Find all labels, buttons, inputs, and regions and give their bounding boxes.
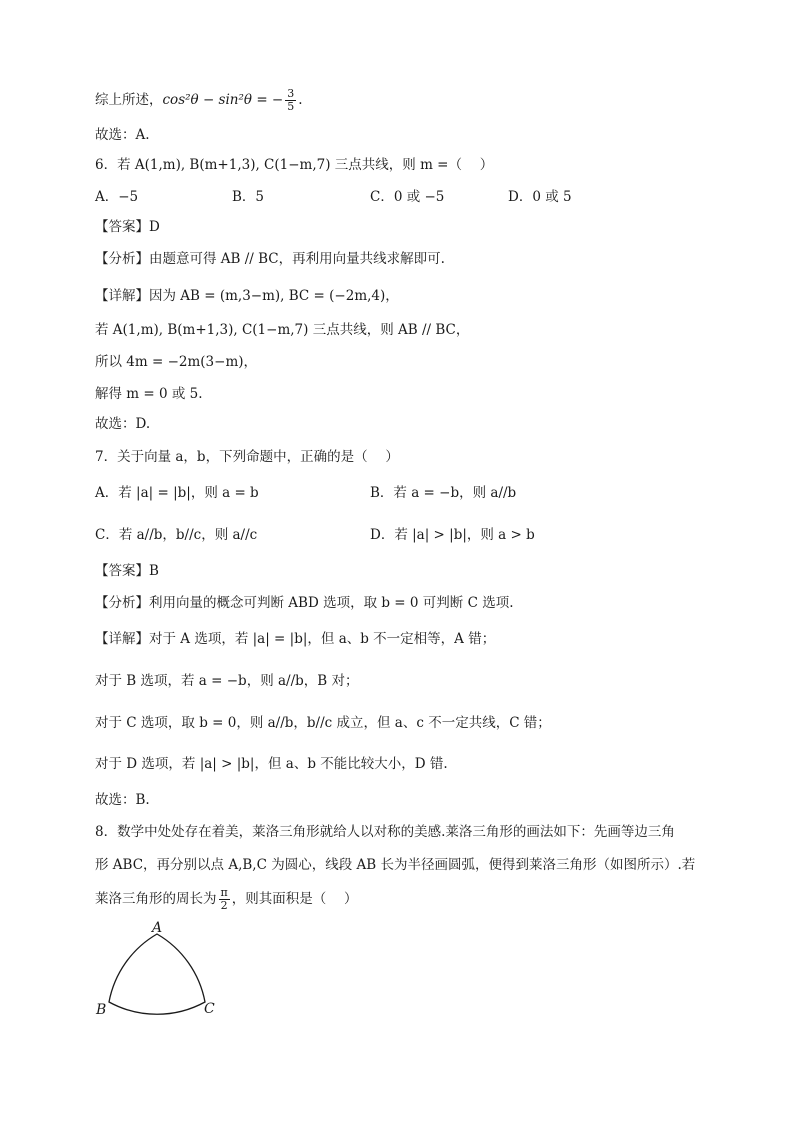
vertex-label-a: A <box>152 920 163 936</box>
question-7: 7．关于向量 a，b，下列命题中，正确的是（ ） <box>95 449 399 465</box>
q6-answer: 【答案】D <box>95 219 160 235</box>
q6-option-b: B．5 <box>232 189 265 205</box>
q6-detail-1: 【详解】因为 AB = (m,3−m), BC = (−2m,4)， <box>95 288 399 304</box>
q7-choose: 故选：B. <box>95 792 150 808</box>
q8-line-1: 8．数学中处处存在着美，莱洛三角形就给人以对称的美感.莱洛三角形的画法如下：先画等边三角 <box>95 824 675 840</box>
q8-line-3-prefix: 莱洛三角形的周长为 <box>95 891 217 907</box>
q6-detail-3: 所以 4m = −2m(3−m)， <box>95 354 258 370</box>
q6-option-c: C．0 或 −5 <box>370 189 445 205</box>
choose-a: 故选：A. <box>95 127 150 143</box>
fraction-den: 2 <box>220 899 228 912</box>
fraction-pi-2 <box>219 887 230 912</box>
vertex-label-b: B <box>96 1002 107 1018</box>
q7-option-b: B．若 a = −b，则 a//b <box>370 485 517 501</box>
q6-detail-2: 若 A(1,m), B(m+1,3), C(1−m,7) 三点共线，则 AB // BC， <box>95 322 470 338</box>
q8-line-3-suffix: ，则其面积是（ ） <box>231 891 358 907</box>
vertex-label-c: C <box>204 1001 215 1017</box>
q7-option-d: D．若 |a| > |b|，则 a > b <box>370 527 535 543</box>
q6-option-a: A．−5 <box>95 189 139 205</box>
question-6: 6．若 A(1,m), B(m+1,3), C(1−m,7) 三点共线，则 m =（ ） <box>95 157 494 173</box>
q7-detail-1: 【详解】对于 A 选项，若 |a| = |b|，但 a、b 不一定相等，A 错； <box>95 631 496 647</box>
summary-math: cos²θ − sin²θ = − <box>162 92 284 108</box>
q6-option-d: D．0 或 5 <box>508 189 572 205</box>
summary-suffix: . <box>298 92 303 108</box>
fraction-3-5 <box>285 88 296 113</box>
fraction-num: 3 <box>287 87 295 100</box>
q7-detail-3: 对于 C 选项，取 b = 0，则 a//b，b//c 成立，但 a、c 不一定共线，C 错； <box>95 715 551 731</box>
q8-line-2: 形 ABC，再分别以点 A,B,C 为圆心，线段 AB 长为半径画圆弧，便得到莱洛三角形（如图所示）.若 <box>95 857 696 873</box>
summary-prefix: 综上所述， <box>95 92 163 108</box>
q7-detail-4: 对于 D 选项，若 |a| > |b|，但 a、b 不能比较大小，D 错. <box>95 756 448 772</box>
fraction-den: 5 <box>287 100 295 113</box>
q6-detail-4: 解得 m = 0 或 5. <box>95 386 203 402</box>
q7-answer: 【答案】B <box>95 563 159 579</box>
reuleaux-triangle-figure <box>92 918 232 1028</box>
q6-analysis: 【分析】由题意可得 AB // BC，再利用向量共线求解即可. <box>95 251 445 267</box>
q7-option-c: C．若 a//b，b//c，则 a//c <box>95 527 258 543</box>
reuleaux-triangle-shape <box>109 934 205 1014</box>
q7-option-a: A．若 |a| = |b|，则 a = b <box>95 485 259 501</box>
q7-detail-2: 对于 B 选项，若 a = −b，则 a//b，B 对； <box>95 673 359 689</box>
fraction-num: π <box>220 886 228 899</box>
q7-analysis: 【分析】利用向量的概念可判断 ABD 选项，取 b = 0 可判断 C 选项. <box>95 595 514 611</box>
q8-line-3 <box>95 887 358 912</box>
summary-line <box>95 88 303 113</box>
q6-choose: 故选：D. <box>95 416 151 432</box>
